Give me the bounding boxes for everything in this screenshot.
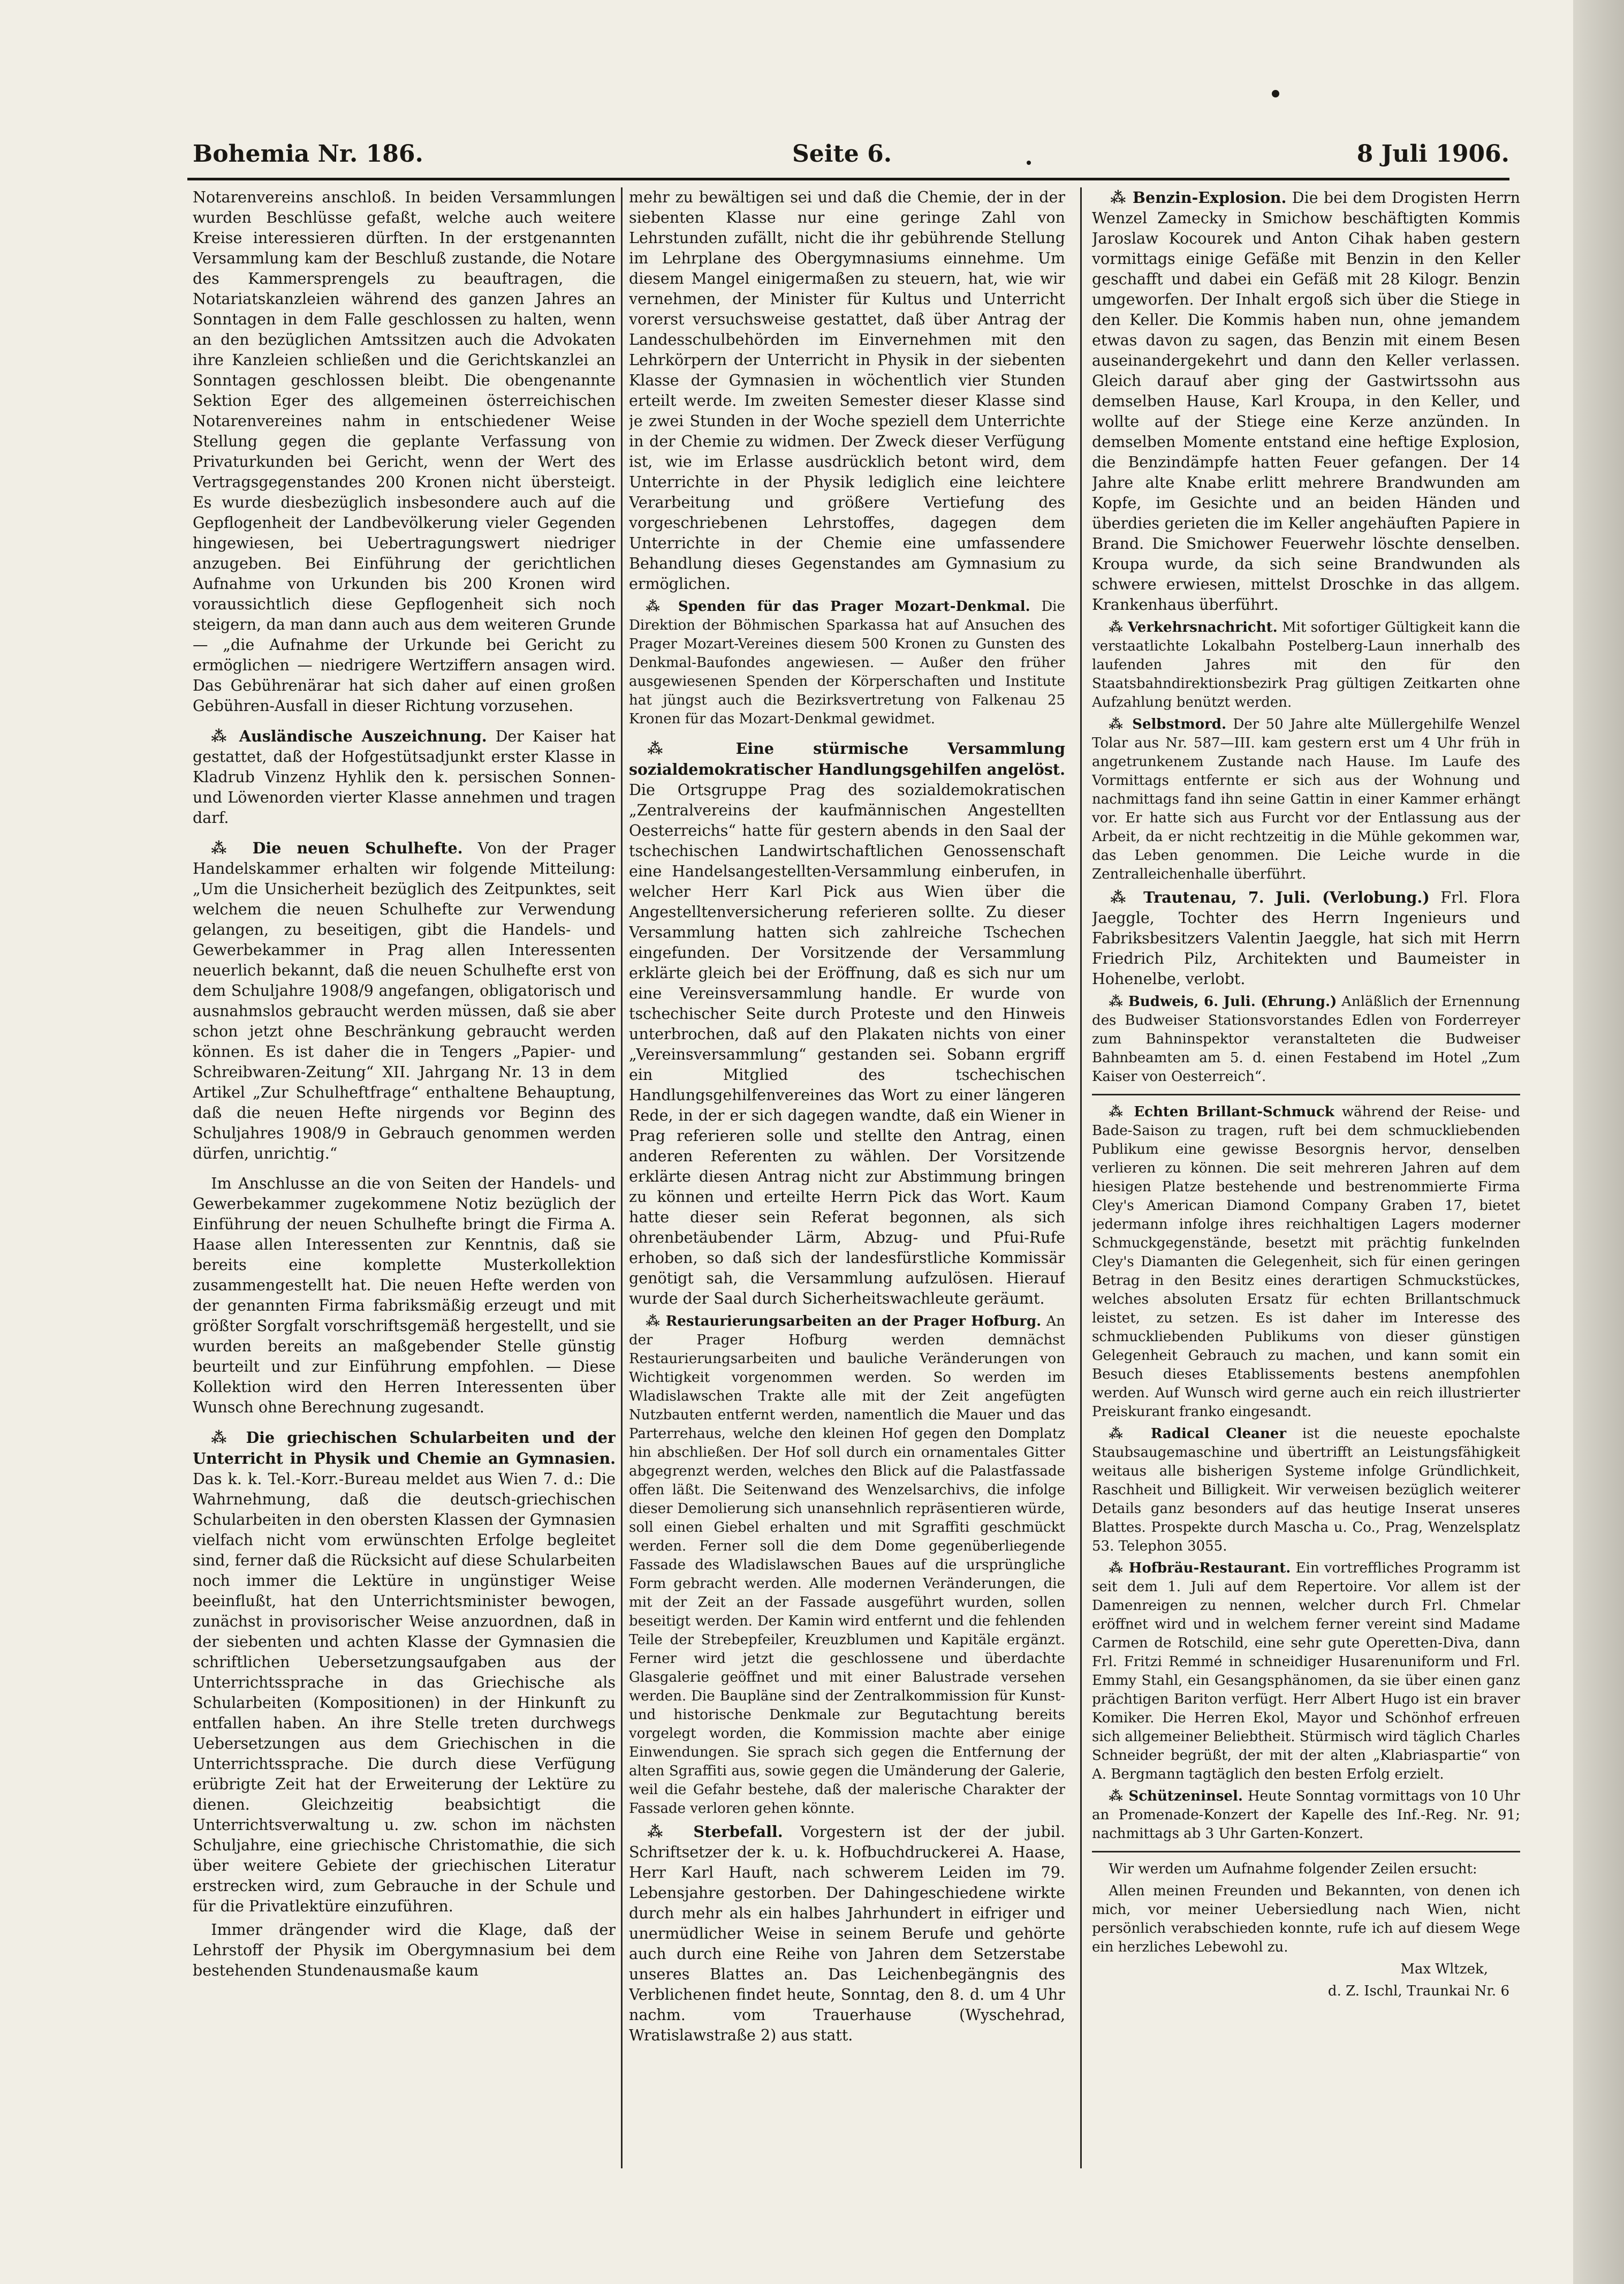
asterism-icon: ⁂ (1109, 716, 1133, 732)
article-heading: Budweis, 6. Juli. (Ehrung.) (1128, 994, 1337, 1010)
article-heading: Hofbräu-Restaurant. (1128, 1560, 1291, 1576)
article-text: Von der Prager Handelskammer erhalten wir folgende Mitteilung: „Um die Unsicherheit bezüglich des Zeitpunktes, seit welchem die neuen Schulhefte zur Verwendung gelangen, zu beseitigen, gibt die Handels- und Gewerbekammer in Prag allen Interessenten neuerlich bekannt, daß die neuen Schulhefte erst von dem Schuljahre 1908/9 angefangen, obligatorisch und ausnahmslos gebraucht werden müssen, daß sie aber schon jetzt ohne Beschränkung gebraucht werden können. Es ist daher die in Tengers „Papier- und Schreibwaren-Zeitung“ XII. Jahrgang Nr. 13 in dem Artikel „Zur Schulheftfrage“ enthaltene Behauptung, daß die neuen Hefte nirgends vor Beginn des Schuljahres 1908/9 in Gebrauch genommen werden dürfen, unrichtig.“ (193, 840, 616, 1162)
article-paragraph (1092, 1787, 1520, 1843)
article-text: Die Direktion der Böhmischen Sparkassa hat auf Ansuchen des Prager Mozart-Vereines diesem 500 Kronen zu Gunsten des Denkmal-Baufondes angewiesen. — Außer den früher ausgewiesenen Spenden der Körperschaften und Institute hat jüngst auch die Bezirksvertretung von Falkenau 25 Kronen für das Mozart-Denkmal gewidmet. (629, 599, 1065, 727)
article-paragraph (1092, 1559, 1520, 1784)
article-text: Der Kaiser hat gestattet, daß der Hofgestütsadjunkt erster Klasse in Kladrub Vinzenz Hyhlik den k. persischen Sonnen- und Löwenorden vierter Klasse annehmen und tragen darf. (193, 728, 616, 827)
article-heading: Verkehrsnachricht. (1128, 619, 1278, 636)
article-text: Die Ortsgruppe Prag des sozialdemokratischen „Zentralvereins der kaufmännischen Angestellten Oesterreichs“ hatte für gestern abends in den Saal der tschechischen Landwirtschaftlichen Genossenschaft eine Handelsangestellten-Versammlung einberufen, in welcher Herr Karl Pick aus Wien über die Angestelltenversicherung referieren sollte. Zu dieser Versammlung hatten sich zahlreiche Tschechen eingefunden. Der Vorsitzende der Versammlung erklärte gleich bei der Eröffnung, daß es sich nur um eine Vereinsversammlung handle. Er wurde von tschechischer Seite durch Proteste und den Hinweis unterbrochen, daß auf den Plakaten nichts von einer „Vereinsversammlung“ gestanden sei. Sobann ergriff ein Mitglied des tschechischen Handlungsgehilfenvereines das Wort zu einer längeren Rede, in der er sich dagegen wandte, daß ein Wiener in Prag referieren solle und stellte den Antrag, einen anderen Referenten zu wählen. Der Vorsitzende erklärte diesen Antrag nicht zur Abstimmung bringen zu können und erteilte Herrn Pick das Wort. Kaum hatte dieser sein Referat begonnen, als sich ohrenbetäubender Lärm, Abzug- und Pfui-Rufe erhoben, so daß sich der landesfürstliche Kommissär genötigt sah, die Versammlung aufzulösen. Hierauf wurde der Saal durch Sicherheitswachleute geräumt. (629, 781, 1065, 1307)
article-paragraph (1092, 887, 1520, 989)
article-text: Notarenvereins anschloß. In beiden Versammlungen wurden Beschlüsse gefaßt, welche auch weitere Kreise interessieren dürften. In der erstgenannten Versammlung kam der Beschluß zustande, die Notare des Kammersprengels zu beauftragen, die Notariatskanzleien während des ganzen Jahres an Sonntagen in dem Falle geschlossen zu halten, wenn an den bezüglichen Amtssitzen auch die Advokaten ihre Kanzleien schließen und die Gerichtskanzlei an Sonntagen geschlossen bleibt. Die obengenannte Sektion Eger des allgemeinen österreichischen Notarenvereines nahm in entschiedener Weise Stellung gegen die geplante Verfassung von Privaturkunden bei Gericht, wenn der Wert des Vertragsgegenstandes 200 Kronen nicht übersteigt. Es wurde diesbezüglich insbesondere auch auf die Gepflogenheit der Landbevölkerung vieler Gegenden hingewiesen, bei Uebertragungswert niedriger anzugeben. Bei Einführung der gerichtlichen Aufnahme von Urkunden bis 200 Kronen wird voraussichtlich diese Gepflogenheit sich noch steigern, da man dann auch aus dem weiteren Grunde — „die Aufnahme der Urkunde bei Gericht zu ermöglichen — niedrigere Wertziffern ansagen wird. Das Gebührenärar hat sich daher auf einen großen Gebühren-Ausfall in dieser Richtung vorzusehen. (193, 188, 616, 715)
asterism-icon: ⁂ (211, 839, 253, 857)
column-3 (1092, 187, 1520, 2249)
column-1 (193, 187, 616, 2249)
article-paragraph (193, 1427, 616, 1917)
article-text: Das k. k. Tel.-Korr.-Bureau meldet aus Wien 7. d.: Die Wahrnehmung, daß die deutsch-griechischen Schularbeiten in den obersten Klassen der Gymnasien vielfach nicht vom erwünschten Erfolge begleitet sind, ferner daß die Rücksicht auf diese Schularbeiten noch immer die Lektüre in ungünstiger Weise beeinflußt, hat den Unterrichtsminister bewogen, zunächst in provisorischer Weise anzuordnen, daß in der siebenten und achten Klasse der Gymnasien die schriftlichen Uebersetzungsaufgaben aus der Unterrichtssprache in das Griechische als Schularbeiten (Kompositionen) in der Hinkunft zu entfallen haben. An ihre Stelle treten durchwegs Uebersetzungen aus dem Griechischen in die Unterrichtssprache. Die durch diese Verfügung erübrigte Zeit hat der Erweiterung der Lektüre zu dienen. Gleichzeitig beabsichtigt die Unterrichtsverwaltung u. zw. schon im nächsten Schuljahre, eine griechische Christomathie, die sich über weitere Gebiete der griechischen Literatur erstrecken wird, zum Gebrauche in der Schule und für die Privatlektüre einzuführen. (193, 1470, 616, 1915)
article-text: Der 50 Jahre alte Müllergehilfe Wenzel Tolar aus Nr. 587—III. kam gestern erst um 4 Uhr früh in angetrunkenem Zustande nach Hause. Im Laufe des Vormittags entfernte er sich aus der Wohnung und nachmittags fand ihn seine Gattin in einer Kammer erhängt vor. Er hatte sich aus Furcht vor der Entlassung aus der Arbeit, da er nicht rechtzeitig in die Mühle gekommen war, das Leben genommen. Die Leiche wurde in die Zentralleichenhalle überführt. (1092, 716, 1520, 882)
article-paragraph (1092, 715, 1520, 884)
article-heading: Selbstmord. (1132, 716, 1227, 732)
article-paragraph (1092, 1425, 1520, 1556)
article-paragraph (1092, 187, 1520, 615)
asterism-icon: ⁂ (211, 727, 239, 745)
article-text: Ein vortreffliches Programm ist seit dem 1. Juli auf dem Repertoire. Vor allem ist der Damenreigen zu nennen, welcher durch Frl. Chmelar eröffnet wird und in welchem ferner vereint sind Madame Carmen de Rotschild, eine sehr gute Operetten-Diva, dann Frl. Fritzi Remmé in schneidiger Husarenuniform und Frl. Emmy Stahl, ein Gesangsphänomen, da sie über einen ganz prächtigen Bariton verfügt. Herr Albert Hugo ist ein braver Komiker. Die Herren Ekol, Mayor und Schönhof erfreuen sich allgemeiner Beliebtheit. Stürmisch wird täglich Charles Schneider begrüßt, der mit der alten „Klabriaspartie“ von A. Bergmann tagtäglich den besten Erfolg erzielt. (1092, 1560, 1520, 1782)
article-text: während der Reise- und Bade-Saison zu tragen, ruft bei dem schmuckliebenden Publikum eine gewisse Besorgnis hervor, denselben verlieren zu können. Die seit mehreren Jahren auf dem hiesigen Platze bestehende und bestrenommierte Firma Cley's American Diamond Company Graben 17, bietet jedermann infolge ihres reichhaltigen Lagers moderner Schmuckgegenstände, besetzt mit prächtig funkelnden Cley's Diamanten die Gelegenheit, sich für einen geringen Betrag in den Besitz eines derartigen Schmuckstückes, welches absoluten Ersatz für echten Brillantschmuck leistet, zu setzen. Es ist daher im Interesse des schmuckliebenden Publikums von dieser günstigen Gelegenheit Gebrauch zu machen, und kann somit ein Besuch dieses Etablissements bestens anempfohlen werden. Auf Wunsch wird gerne auch ein reich illustrierter Preiskurant franko eingesandt. (1092, 1104, 1520, 1420)
header-masthead: Bohemia Nr. 186. (193, 140, 423, 168)
article-heading: Trautenau, 7. Juli. (Verlobung.) (1143, 888, 1430, 906)
asterism-icon: ⁂ (646, 599, 678, 615)
article-text: An der Prager Hofburg werden demnächst Restaurierungsarbeiten und bauliche Veränderungen von Wichtigkeit vorgenommen werden. So werden im Wladislawschen Trakte alle mit der Zeit angefügten Nutzbauten entfernt werden, namentlich die Mauer und das Parterrehaus, welche den kleinen Hof gegen den Domplatz hin abschließen. Der Hof soll durch ein ornamentales Gitter abgegrenzt werden, welches den Blick auf die Palastfassade offen läßt. Die Seitenwand des Wenzelsarchivs, die infolge dieser Demolierung sich unansehnlich repräsentieren würde, soll einen Giebel erhalten und mit Sgraffiti geschmückt werden. Ferner soll die dem Dome gegenüberliegende Fassade des Wladislawschen Baues auf die ursprüngliche Form gebracht werden. Alle modernen Veränderungen, die mit der Zeit an der Fassade ausgeführt wurden, sollen beseitigt werden. Der Kamin wird entfernt und die fehlenden Teile der Strebepfeiler, Kreuzblumen und Kapitäle ergänzt. Ferner wird jetzt die geschlossene und überdachte Glasgalerie geöffnet und mit einer Balustrade versehen werden. Die Baupläne sind der Zentralkommission für Kunst- und historische Denkmale zur Begutachtung bereits vorgelegt worden, die Kommission machte aber einige Einwendungen. Sie sprach sich gegen die Entfernung der alten Sgraffiti aus, sowie gegen die Umänderung der Galerie, weil die Gefahr bestehe, daß der malerische Charakter der Fassade verloren gehen könnte. (629, 1313, 1065, 1817)
article-text: Immer drängender wird die Klage, daß der Lehrstoff der Physik im Obergymnasium bei dem bestehenden Stundenausmaße kaum (193, 1921, 616, 1979)
article-paragraph (629, 738, 1065, 1309)
article-text: Vorgestern ist der der jubil. Schriftsetzer der k. u. k. Hofbuchdruckerei A. Haase, Herr Karl Hauft, nach schwerem Leiden im 79. Lebensjahre gestorben. Der Dahingeschiedene wirkte durch mehr als ein halbes Jahrhundert in eifriger und unermüdlicher Weise in seinem Berufe und gehörte auch durch eine Reihe von Jahren dem Setzerstabe unseres Blattes an. Das Leichenbegängnis des Verblichenen findet heute, Sonntag, den 8. d. um 4 Uhr nachm. vom Trauerhause (Wyschehrad, Wratislawstraße 2) aus statt. (629, 1823, 1065, 2044)
article-paragraph (1092, 618, 1520, 712)
header-page-number: Seite 6. (792, 140, 892, 168)
asterism-icon: ⁂ (1109, 1426, 1151, 1442)
article-text: Mit sofortiger Gültigkeit kann die verstaatlichte Lokalbahn Postelberg-Laun innerhalb des laufenden Jahres mit den für den Staatsbahndirektionsbezirk Prag gültigen Zeitkarten ohne Aufzahlung benützt werden. (1092, 619, 1520, 710)
asterism-icon: ⁂ (1109, 1788, 1129, 1804)
ink-speck (1272, 90, 1279, 97)
article-heading: Schützeninsel. (1128, 1788, 1243, 1804)
asterism-icon: ⁂ (646, 1313, 666, 1329)
article-paragraph (629, 1821, 1065, 2046)
article-heading: Restaurierungsarbeiten an der Prager Hofburg. (665, 1313, 1042, 1329)
article-paragraph (1092, 1103, 1520, 1421)
article-text: mehr zu bewältigen sei und daß die Chemie, der in der siebenten Klasse nur eine geringe Zahl von Lehrstunden zufällt, nicht die ihr gebührende Stellung im Lehrplane des Obergymnasiums einnehme. Um diesem Mangel einigermaßen zu steuern, hat, wie wir vernehmen, der Minister für Kultus und Unterricht vorerst versuchsweise gestattet, daß über Antrag der Landesschulbehörden im Einvernehmen mit den Lehrkörpern der Unterricht in Physik in der siebenten Klasse der Gymnasien in wöchentlich vier Stunden erteilt werde. Im zweiten Semester dieser Klasse sind je zwei Stunden in der Woche speziell dem Unterrichte in der Chemie zu widmen. Der Zweck dieser Verfügung ist, wie im Erlasse ausdrücklich betont wird, dem Unterrichte in der Physik lediglich eine leichtere Verarbeitung und größere Vertiefung des vorgeschriebenen Lehrstoffes, dagegen dem Unterrichte in der Chemie eine umfassendere Behandlung dieses Gegenstandes am Gymnasium zu ermöglichen. (629, 188, 1065, 593)
asterism-icon: ⁂ (1109, 1560, 1129, 1576)
column-2 (629, 187, 1065, 2249)
article-text: Im Anschlusse an die von Seiten der Handels- und Gewerbekammer zugekommene Notiz bezüglich der Einführung der neuen Schulhefte bringt die Firma A. Haase allen Interessenten zur Kenntnis, daß sie bereits eine komplette Musterkollektion zusammengestellt hat. Die neuen Hefte werden von der genannten Firma fabriksmäßig erzeugt und mit größter Sorgfalt vorschriftsgemäß hergestellt, und sie wurden bereits an maßgebender Stelle günstig beurteilt und zur Einführung empfohlen. — Diese Kollektion wird den Herren Interessenten über Wunsch ohne Berechnung zugesandt. (193, 1175, 616, 1416)
article-heading: Echten Brillant-Schmuck (1134, 1104, 1334, 1120)
article-heading: Eine stürmische Versammlung sozialdemokratischer Handlungsgehilfen angelöst. (629, 739, 1065, 778)
column-divider (1080, 187, 1082, 2168)
asterism-icon: ⁂ (1110, 188, 1133, 207)
asterism-icon: ⁂ (1109, 619, 1128, 636)
asterism-icon: ⁂ (647, 739, 736, 758)
article-paragraph (1092, 993, 1520, 1086)
article-heading: Sterbefall. (693, 1822, 783, 1841)
article-heading: Die griechischen Schularbeiten und der Unterricht in Physik und Chemie an Gymnasien. (193, 1428, 616, 1468)
article-paragraph (629, 1312, 1065, 1818)
section-rule (1092, 1094, 1520, 1095)
article-heading: Benzin-Explosion. (1132, 188, 1287, 207)
notice-intro: Wir werden um Aufnahme folgender Zeilen ersucht: (1109, 1861, 1477, 1877)
article-text: Frl. Flora Jaeggle, Tochter des Herrn Ingenieurs und Fabriksbesitzers Valentin Jaeggle, hat sich mit Herrn Friedrich Pilz, Architekten und Baumeister in Hohenelbe, verlobt. (1092, 889, 1520, 988)
page-edge-shadow (1573, 0, 1624, 2284)
asterism-icon: ⁂ (1110, 888, 1144, 906)
page-header (193, 140, 1509, 178)
article-paragraph (193, 726, 616, 828)
article-heading: Radical Cleaner (1150, 1426, 1287, 1442)
article-heading: Die neuen Schulhefte. (252, 839, 463, 857)
article-paragraph (629, 598, 1065, 729)
notice-text: Allen meinen Freunden und Bekannten, von denen ich mich, vor meiner Uebersiedlung nach Wien, nicht persönlich verabschieden konnte, rufe ich auf diesem Wege ein herzliches Lebewohl zu. (1092, 1883, 1520, 1955)
asterism-icon: ⁂ (1109, 994, 1128, 1010)
notice-address: d. Z. Ischl, Traunkai Nr. 6 (1327, 1983, 1509, 1999)
section-rule (1092, 1851, 1520, 1852)
article-paragraph (193, 838, 616, 1164)
article-text: Heute Sonntag vormittags von 10 Uhr an Promenade-Konzert der Kapelle des Inf.-Reg. Nr. 91; nachmittags ab 3 Uhr Garten-Konzert. (1092, 1788, 1520, 1842)
asterism-icon: ⁂ (647, 1822, 694, 1841)
header-date: 8 Juli 1906. (1356, 140, 1509, 168)
asterism-icon: ⁂ (1109, 1104, 1134, 1120)
notice-signature: Max Wltzek, (1400, 1961, 1488, 1977)
article-text: Die bei dem Drogisten Herrn Wenzel Zamecky in Smichow beschäftigten Kommis Jaroslaw Kocourek und Anton Cihak haben gestern vormittags einige Gefäße mit Benzin in den Keller geschafft und dabei ein Gefäß mit 28 Kilogr. Benzin umgeworfen. Der Inhalt ergoß sich über die Stiege in den Keller. Die Kommis haben nun, ohne jemandem etwas davon zu sagen, das Benzin mit einem Besen auseinandergekehrt und dann den Keller verlassen. Gleich darauf aber ging der Gastwirtssohn aus demselben Hause, Karl Kroupa, in den Keller, und wollte auf der Stiege eine Kerze anzünden. In demselben Momente entstand eine heftige Explosion, die Benzindämpfe hatten Feuer gefangen. Der 14 Jahre alte Knabe erlitt mehrere Brandwunden am Kopfe, im Gesichte und an beiden Händen und überdies gerieten die im Keller angehäuften Papiere in Brand. Die Smichower Feuerwehr löschte denselben. Kroupa wurde, da sich seine Brandwunden als schwere erwiesen, mittelst Droschke in das allgem. Krankenhaus überführt. (1092, 189, 1520, 614)
article-text: ist die neueste epochalste Staubsaugemaschine und übertrifft an Leistungsfähigkeit weitaus alle bisherigen Systeme infolge Gründlichkeit, Raschheit und Billigkeit. Wir verweisen bezüglich weiterer Details ganz besonders auf das heutige Inserat unseres Blattes. Prospekte durch Mascha u. Co., Prag, Wenzelsplatz 53. Telephon 3055. (1092, 1426, 1520, 1554)
article-heading: Ausländische Auszeichnung. (239, 727, 487, 745)
asterism-icon: ⁂ (211, 1428, 246, 1447)
article-text: Anläßlich der Ernennung des Budweiser Stationsvorstandes Edlen von Forderreyer zum Bahninspektor veranstalteten die Budweiser Bahnbeamten am 5. d. einen Festabend im Hotel „Zum Kaiser von Oesterreich“. (1092, 994, 1520, 1085)
article-heading: Spenden für das Prager Mozart-Denkmal. (678, 599, 1030, 615)
header-rule (187, 178, 1509, 180)
column-divider (621, 187, 623, 2168)
